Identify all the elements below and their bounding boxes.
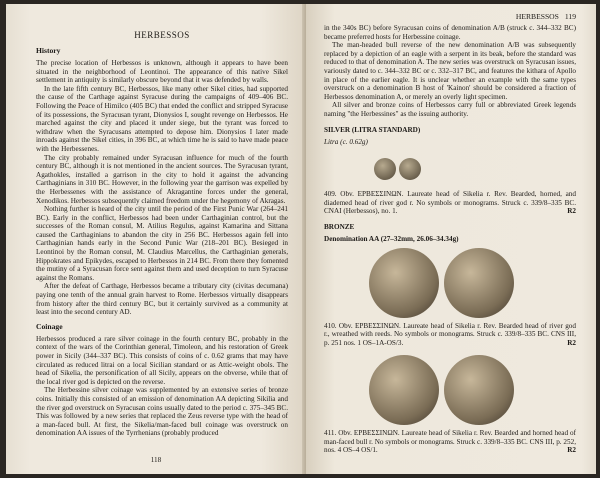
coinage-paragraph: Herbessos produced a rare silver coinage in the fourth century BC, probably in the context of the wars of the Corinthian general, Timoleon, and his restoration of Greek power in Sicily (344–337 BC). This consists of coins of c. 0.62 grams that may have circulated as reduced litrai on a local Sicilian standard or as Attic-weight obols. The head of Sikelia, the personification of all Sicily, appears on the obverse, while that of the local river god is depicted on the reverse. [36,334,288,386]
rarity-badge: R2 [567,338,576,347]
history-paragraph: The precise location of Herbessos is unknown, although it appears to have been situated in the neighborhood of Leontinoi. The appearance of this native Sikel settlement in antiquity is similarly obscure beyond that it was defended by walls. [36,59,288,85]
silver-heading: SILVER (LITRA STANDARD) [324,125,421,134]
rarity-badge: R2 [567,207,576,216]
history-paragraph: Nothing further is heard of the city until the period of the First Punic War (264–241 BC). Early in the conflict, Herbessos had been under Carthaginian control, but the successes of the Roman consul, M. Atilius Regulus, against Kamarina and Sittana caused the Carthaginians to abandon the city in 256 BC. Herbessos again fell into Carthaginian hands early in the Second Punic War (218–201 BC). Besieged in Leontinoi by the Roman consul, M. Claudius Marcellus, the Carthaginian generals, Hippokrates and Epikydes, escaped to Herbessos in 214 BC. From there they fomented the mutiny of a Syracusan force sent against them and used deception to turn Syracuse against the Romans. [36,205,288,282]
coinage-paragraph: The man-headed bull reverse of the new denomination A/B was subsequently replaced by a depiction of an eagle with a serpent in its beak, before the standard was reduced to that of denomination A. The new series was overstruck on Syracusan issues, variously dated to c. 344–332 BC or c. 332–317 BC, and features the kithara of Apollo in place of the earlier eagle. It is unclear whether an example with the same types overstruck on a denomination B host of 'Kainon' should be considered a fraction of Herbessos denomination A, or merely an overly light specimen. [324,41,576,101]
coinage-paragraph: in the 340s BC) before Syracusan coins of denomination A/B (struck c. 344–332 BC) became preferred hosts for Herbessine coinage. [324,24,576,41]
history-paragraph: After the defeat of Carthage, Herbessos became a tributary city (civitas decumana) paying one tenth of the annual grain harvest to Rome. Herbessos virtually disappears from history after the third century BC, but it certainly survived as a community at least into the second century AD. [36,282,288,317]
coin-photo-row [324,150,576,188]
coin-410-obverse-image [369,248,439,318]
denomination-label: Denomination AA (27–32mm, 26.06–34.34g) [324,234,459,243]
left-page [6,4,306,474]
catalog-entry-410 [324,322,576,348]
coin-409-reverse-image [399,158,421,180]
coin-410-reverse-image [444,248,514,318]
history-heading: History [36,46,61,55]
catalog-entry-411 [324,429,576,455]
coin-411-obverse-image [369,355,439,425]
coin-photo-row [324,248,576,320]
coin-409-obverse-image [374,158,396,180]
rarity-badge: R2 [567,446,576,455]
entry-text: 410. Obv. ΕΡΒΕΣΣΙΝΩΝ. Laureate head of Sikelia r. Rev. Bearded head of river god r., wreathed with reeds. No symbols or monograms. Struck c. 339/8–335 BC. CNS III, p. 251 nos. 1 OS–1A-OS/3. [324,321,576,347]
coinage-paragraph: The Herbessine silver coinage was supplemented by an extensive series of bronze coins. Initially this consisted of an emission of denomination AA depicting Sikilia and the river god overstruck on Syracusan coins usually dated to the period c. 375–345 BC. This was followed by a new series that replaced the Zeus reverse type with the head of a man-faced bull. At first, the Sikelia/man-faced bull coinage was overstruck on denomination AA issues of the Tyrrhenians (probably produced [36,386,288,438]
history-paragraph: The city probably remained under Syracusan influence for much of the fourth century BC, although it is not mentioned in the ancient sources. The Syracusan tyrant, Agathokles, installed a garrison in the city to hold it against the advancing Carthaginians in 310 BC. However, in the following year the garrison was expelled by the Herbessenes with the assistance of Akragantine forces under the general, Xenodikos. Herbessos subsequently claimed freedom under the hegemony of Akragas. [36,153,288,205]
page-title: HERBESSOS [134,30,190,40]
page-number: 119 [564,12,576,21]
coin-411-reverse-image [444,355,514,425]
running-head [324,12,576,21]
coin-photo-row [324,355,576,427]
page-number: 118 [150,456,162,464]
catalog-entry-409 [324,190,576,216]
litra-label: Litra (c. 0.62g) [324,137,368,146]
right-page [306,4,596,474]
book-spread [6,4,596,474]
entry-text: 411. Obv. ΕΡΒΕΣΣΙΝΩΝ. Laureate head of Sikelia r. Rev. Bearded and horned head of man-faced bull r. No symbols or monograms. Struck c. 339/8–335 BC. CNS III, p. 252, nos. 4 OS–4 OS/1. [324,429,576,455]
history-paragraph: In the late fifth century BC, Herbessos, like many other Sikel cities, had supported the cause of the Carthage against Syracuse during the campaigns of 409–406 BC. Following the Peace of Himilco (405 BC) that ended the conflict and stripped Syracuse of its possessions, the Syracusan tyrant, Dionysios I, sought revenge on Herbessos. He marched against the city and placed it under siege, but the tyrant was forced to withdraw when the Syracusans attempted to depose him. Dionysios I later made inroads against the Sikel cities, in 396 BC, at which time he is said to have made peace with the Herbessenes. [36,84,288,153]
running-head-title: HERBESSOS [515,12,559,21]
coinage-paragraph: All silver and bronze coins of Herbessos carry full or abbreviated Greek legends naming "the Herbessines" as the issuing authority. [324,101,576,118]
entry-text: 409. Obv. ΕΡΒΕΣΣΙΝΩΝ. Laureate head of Sikelia r. Rev. Bearded, horned, and diademed head of river god r. No symbols or monograms. Struck c. 339/8–335 BC. CNAI (Herbessos), no. 1. [324,190,576,216]
bronze-heading: BRONZE [324,222,355,231]
coinage-heading: Coinage [36,321,63,331]
